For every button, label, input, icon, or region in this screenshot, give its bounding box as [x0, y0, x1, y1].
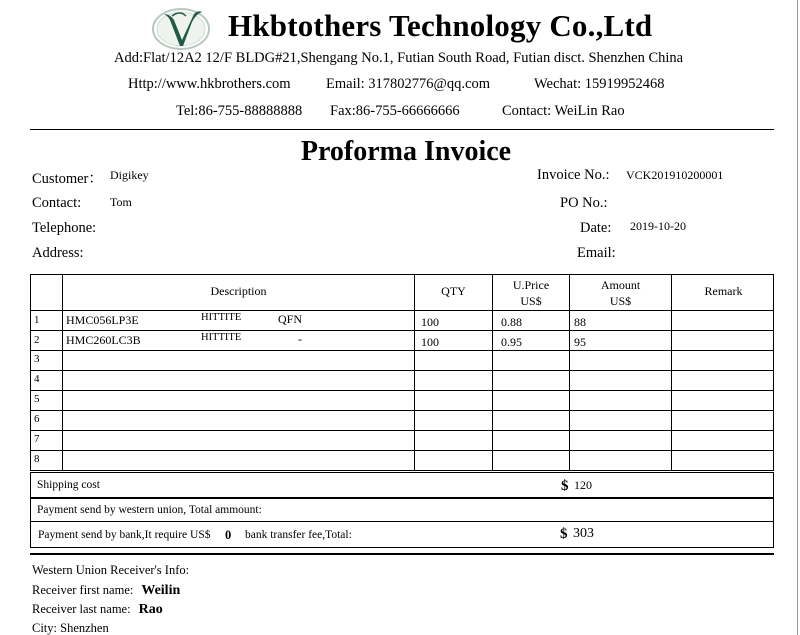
row-number: 2 [34, 334, 40, 346]
row-part: HMC056LP3E [66, 313, 139, 327]
telephone-label: Telephone: [32, 220, 97, 236]
items-table [30, 274, 774, 471]
row-number: 3 [34, 353, 40, 365]
payment-box [30, 498, 774, 548]
row-amount: 88 [574, 315, 586, 329]
row-package: - [298, 332, 302, 346]
summary-divider [30, 553, 774, 555]
company-wechat: Wechat: 15919952468 [534, 76, 665, 92]
company-fax: Fax:86-755-66666666 [330, 103, 460, 119]
bank-fee-value: 0 [225, 528, 232, 542]
customer-label: Customer： [32, 171, 103, 187]
row-brand: HITTITE [201, 312, 242, 323]
row-qty: 100 [421, 335, 439, 349]
company-name: Hkbtothers Technology Co.,Ltd [228, 8, 653, 43]
dollar-sign: $ [560, 526, 568, 542]
row-amount: 95 [574, 335, 586, 349]
company-website: Http://www.hkbrothers.com [128, 76, 291, 92]
shipping-value: 120 [574, 478, 592, 492]
receiver-title: Western Union Receiver's Info: [32, 563, 190, 577]
header-amount: Amount [600, 278, 641, 292]
shipping-label: Shipping cost [37, 479, 100, 491]
po-no-label: PO No.: [560, 195, 608, 211]
company-address: Add:Flat/12A2 12/F BLDG#21,Shengang No.1, Futian South Road, Futian disct. Shenzhen China [114, 50, 684, 66]
customer-value: Digikey [110, 168, 149, 182]
header-uprice-unit: US$ [520, 294, 542, 308]
row-qty: 100 [421, 315, 439, 329]
row-number: 8 [34, 453, 40, 465]
receiver-last-name [32, 602, 163, 618]
row-part: HMC260LC3B [66, 333, 141, 347]
header-amount-unit: US$ [609, 294, 632, 308]
company-logo [150, 6, 212, 52]
first-name-label: Receiver first name: [32, 583, 134, 597]
shipping-row [30, 472, 774, 498]
row-number: 5 [34, 393, 40, 405]
header-remark: Remark [704, 284, 743, 298]
bank-total-value: 303 [573, 526, 594, 541]
date-value: 2019-10-20 [630, 219, 686, 233]
row-brand: HITTITE [201, 332, 242, 343]
header-description: Description [210, 284, 267, 298]
header-uprice: U.Price [512, 278, 550, 292]
company-email: Email: 317802776@qq.com [326, 76, 490, 92]
email-label: Email: [577, 245, 616, 261]
row-number: 4 [34, 373, 40, 385]
document-title: Proforma Invoice [300, 136, 512, 167]
row-number: 6 [34, 413, 40, 425]
row-price: 0.88 [501, 315, 522, 329]
invoice-no-value: VCK201910200001 [626, 168, 724, 182]
date-label: Date: [580, 220, 612, 236]
western-union-total-label: Payment send by western union, Total ammount: [37, 504, 262, 516]
last-name-value: Rao [138, 602, 163, 617]
company-tel: Tel:86-755-88888888 [176, 103, 303, 119]
last-name-label: Receiver last name: [32, 602, 131, 616]
page-edge [797, 0, 798, 635]
receiver-city: City: Shenzhen [32, 621, 109, 635]
row-price: 0.95 [501, 335, 522, 349]
bank-payment-prefix: Payment send by bank,It require US$ [38, 529, 211, 541]
contact-label: Contact: [32, 195, 82, 211]
row-number: 7 [34, 433, 40, 445]
receiver-first-name [32, 583, 180, 599]
bank-payment-suffix: bank transfer fee,Total: [245, 529, 352, 541]
contact-value: Tom [110, 195, 132, 209]
company-contact: Contact: WeiLin Rao [502, 103, 625, 119]
invoice-no-label: Invoice No.: [537, 167, 610, 183]
row-number: 1 [34, 314, 40, 326]
first-name-value: Weilin [141, 583, 181, 598]
address-label: Address: [32, 245, 84, 261]
header-divider [30, 129, 774, 130]
row-package: QFN [278, 312, 303, 326]
header-qty: QTY [441, 284, 466, 298]
dollar-sign: $ [561, 478, 569, 494]
